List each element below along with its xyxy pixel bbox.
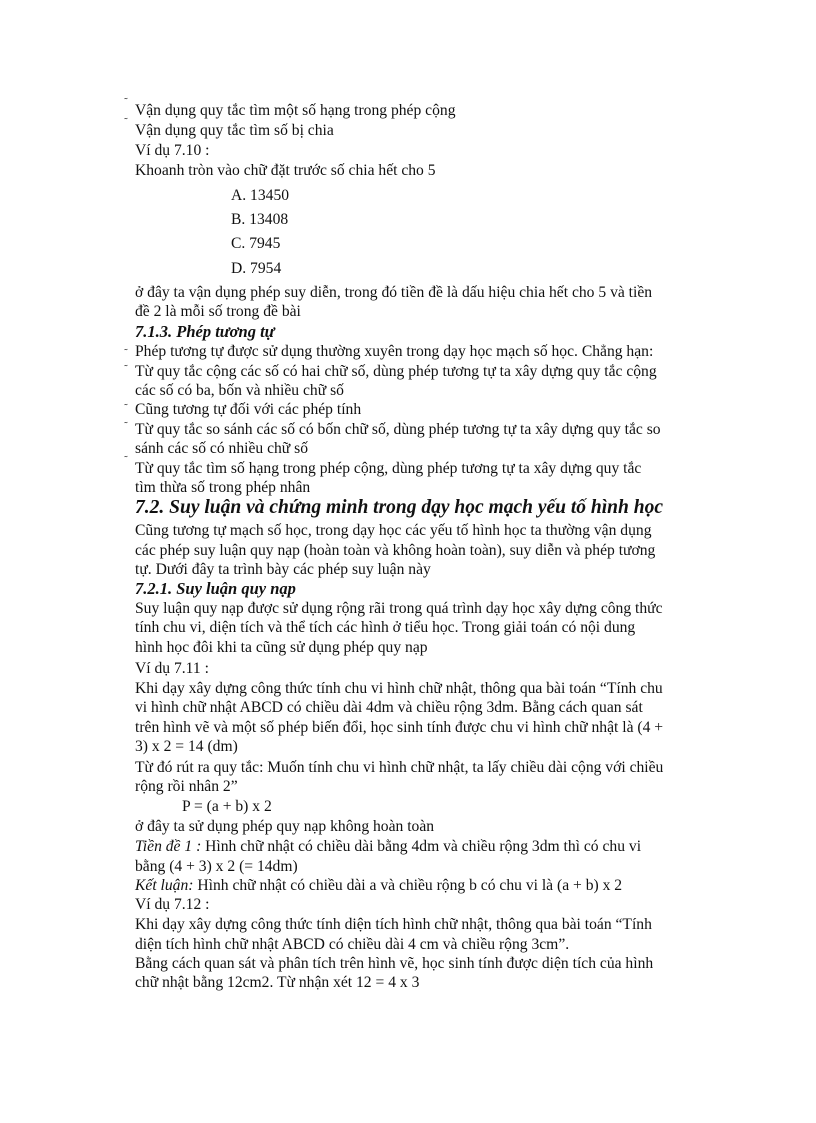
text-line: ở đây ta vận dụng phép suy diễn, trong đó tiền đề là dấu hiệu chia hết cho 5 và tiền	[135, 284, 653, 301]
text-line: Từ quy tắc cộng các số có hai chữ số, dùng phép tương tự ta xây dựng quy tắc cộng	[135, 363, 657, 380]
conclusion-line	[135, 876, 622, 895]
text-line: đề 2 là mỗi số trong đề bài	[135, 303, 301, 320]
text-line: hình học đôi khi ta cũng sử dụng phép quy nạp	[135, 639, 428, 656]
premise-text: Hình chữ nhật có chiều dài bằng 4dm và chiều rộng 3dm thì có chu vi	[201, 838, 642, 855]
text-line: Bằng cách quan sát và phân tích trên hình vẽ, học sinh tính được diện tích của hình	[135, 955, 654, 972]
text-line: tự. Dưới đây ta trình bày các phép suy luận này	[135, 561, 431, 578]
text-line: chữ nhật bằng 12cm2. Từ nhận xét 12 = 4 x 3	[135, 974, 420, 991]
premise-line	[135, 837, 641, 856]
bullet-mark: ˜	[124, 363, 128, 375]
bullet-mark: ˜	[124, 96, 128, 108]
bullet-mark: ˜	[124, 454, 128, 466]
text-line: Từ quy tắc so sánh các số có bốn chữ số, dùng phép tương tự ta xây dựng quy tắc so	[135, 421, 661, 438]
text-line: Phép tương tự được sử dụng thường xuyên trong dạy học mạch số học. Chẳng hạn:	[135, 343, 654, 360]
text-line: các phép suy luận quy nạp (hoàn toàn và không hoàn toàn), suy diễn và phép tương	[135, 542, 656, 559]
text-line: sánh các số có nhiều chữ số	[135, 440, 309, 457]
conclusion-label: Kết luận:	[135, 877, 194, 894]
conclusion-text: Hình chữ nhật có chiều dài a và chiều rộng b có chu vi là (a + b) x 2	[193, 877, 623, 894]
option-a: A. 13450	[231, 187, 290, 204]
section-heading: 7.2.1. Suy luận quy nạp	[135, 579, 296, 598]
text-line: Vận dụng quy tắc tìm một số hạng trong phép cộng	[135, 102, 456, 119]
text-line: tính chu vi, diện tích và thể tích các hình ở tiểu học. Trong giải toán có nội dung	[135, 619, 636, 636]
formula: P = (a + b) x 2	[182, 798, 272, 815]
text-line: Từ đó rút ra quy tắc: Muốn tính chu vi hình chữ nhật, ta lấy chiều dài cộng với chiều	[135, 759, 664, 776]
text-line: Khi dạy xây dựng công thức tính chu vi hình chữ nhật, thông qua bài toán “Tính chu	[135, 680, 663, 697]
example-label: Ví dụ 7.10 :	[135, 142, 210, 159]
premise-label: Tiền đề 1 :	[135, 838, 202, 855]
text-line: tìm thừa số trong phép nhân	[135, 479, 311, 496]
example-label: Ví dụ 7.12 :	[135, 896, 210, 913]
option-c: C. 7945	[231, 235, 281, 252]
text-line: Cũng tương tự mạch số học, trong dạy học các yếu tố hình học ta thường vận dụng	[135, 522, 652, 539]
section-heading: 7.1.3. Phép tương tự	[135, 322, 275, 341]
text-line: ở đây ta sử dụng phép quy nạp không hoàn toàn	[135, 818, 435, 835]
text-line: diện tích hình chữ nhật ABCD có chiều dài 4 cm và chiều rộng 3cm”.	[135, 936, 570, 953]
text-line: trên hình vẽ và một số phép biến đổi, học sinh tính được chu vi hình chữ nhật là (4 +	[135, 719, 664, 736]
text-line: bằng (4 + 3) x 2 (= 14dm)	[135, 858, 298, 875]
section-heading: 7.2. Suy luận và chứng minh trong dạy học mạch yếu tố hình học	[135, 497, 663, 518]
text-line: Suy luận quy nạp được sử dụng rộng rãi trong quá trình dạy học xây dựng công thức	[135, 600, 663, 617]
option-d: D. 7954	[231, 260, 282, 277]
text-line: các số có ba, bốn và nhiều chữ số	[135, 382, 344, 399]
text-line: rộng rồi nhân 2”	[135, 778, 238, 795]
option-b: B. 13408	[231, 211, 289, 228]
text-line: Từ quy tắc tìm số hạng trong phép cộng, dùng phép tương tự ta xây dựng quy tắc	[135, 460, 642, 477]
text-line: vi hình chữ nhật ABCD có chiều dài 4dm và chiều rộng 3dm. Bằng cách quan sát	[135, 699, 643, 716]
text-line: 3) x 2 = 14 (dm)	[135, 738, 238, 755]
bullet-mark: ˜	[124, 347, 128, 359]
bullet-mark: ˜	[124, 420, 128, 432]
bullet-mark: ˜	[124, 402, 128, 414]
bullet-mark: ˜	[124, 116, 128, 128]
text-line: Khi dạy xây dựng công thức tính diện tích hình chữ nhật, thông qua bài toán “Tính	[135, 916, 652, 933]
text-line: Vận dụng quy tắc tìm số bị chia	[135, 122, 334, 139]
text-line: Cũng tương tự đối với các phép tính	[135, 401, 362, 418]
example-label: Ví dụ 7.11 :	[135, 660, 209, 677]
text-line: Khoanh tròn vào chữ đặt trước số chia hết cho 5	[135, 162, 436, 179]
